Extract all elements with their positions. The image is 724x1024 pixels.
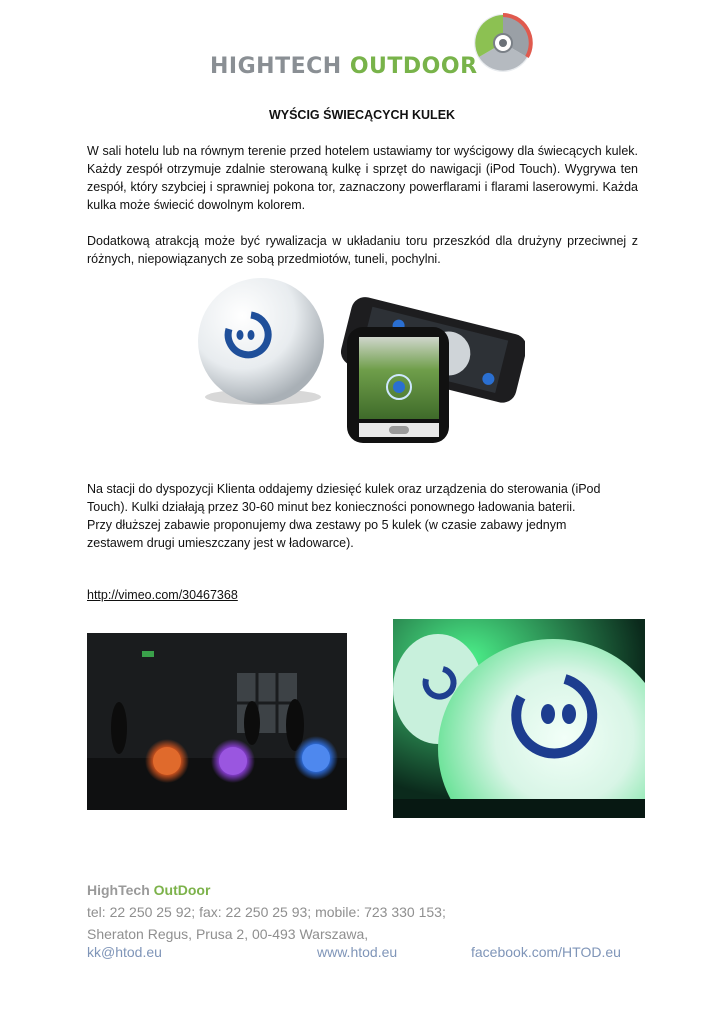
paragraph-line: zestawem drugi umieszczany jest w ładowarce). [87, 536, 354, 550]
photo-glowing-balls-in-room [87, 633, 347, 810]
paragraph-intro: W sali hotelu lub na równym terenie przed hotelem ustawiamy tor wyścigowy dla świecących kulek. Każdy zespół otrzymuje zdalnie sterowaną kulkę i sprzęt do nawigacji (iPod Touch). Wygrywa ten zespół, który szybciej i sprawniej pokona tor, zaznaczony powerflarami i flarami laserowymi. Każda kulka może świecić dowolnym kolorem. [87, 144, 638, 212]
document-title: WYŚCIG ŚWIECĄCYCH KULEK [268, 108, 456, 122]
logo-emblem-icon [472, 12, 534, 74]
footer-website-link[interactable]: www.htod.eu [317, 944, 398, 960]
paragraph-line: Na stacji do dyspozycji Klienta oddajemy dziesięć kulek oraz urządzenia do sterowania (iPod [87, 482, 601, 496]
paragraph-equipment [87, 480, 638, 552]
footer-address: Sheraton Regus, Prusa 2, 00-493 Warszawa, [87, 926, 369, 942]
logo-word-outdoor: OUTDOOR [349, 54, 478, 79]
product-photo-ball-and-phones [195, 275, 525, 451]
footer-brand-hightech: HighTech [87, 882, 150, 898]
footer-contact-phones: tel: 22 250 25 92; fax: 22 250 25 93; mobile: 723 330 153; [87, 904, 446, 920]
paragraph-extra: Dodatkową atrakcją może być rywalizacja w układaniu toru przeszkód dla drużyny przeciwnej z różnych, niepowiązanych ze sobą przedmiotów, tuneli, pochylni. [87, 234, 638, 266]
company-logo [210, 12, 540, 82]
footer-brand [87, 882, 638, 898]
footer-facebook-link[interactable]: facebook.com/HTOD.eu [471, 944, 621, 960]
footer-email-link[interactable]: kk@htod.eu [87, 944, 162, 960]
logo-word-hightech: HIGHTECH [210, 54, 342, 79]
paragraph-line: Przy dłuższej zabawie proponujemy dwa zestawy po 5 kulek (w czasie zabawy jednym [87, 518, 567, 532]
vimeo-video-link[interactable]: http://vimeo.com/30467368 [87, 588, 238, 602]
logo-wordmark [210, 54, 478, 79]
footer-brand-outdoor: OutDoor [153, 882, 211, 898]
photo-green-glowing-ball [393, 619, 645, 818]
paragraph-line: Touch). Kulki działają przez 30-60 minut bez konieczności ponownego ładowania baterii. [87, 500, 576, 514]
